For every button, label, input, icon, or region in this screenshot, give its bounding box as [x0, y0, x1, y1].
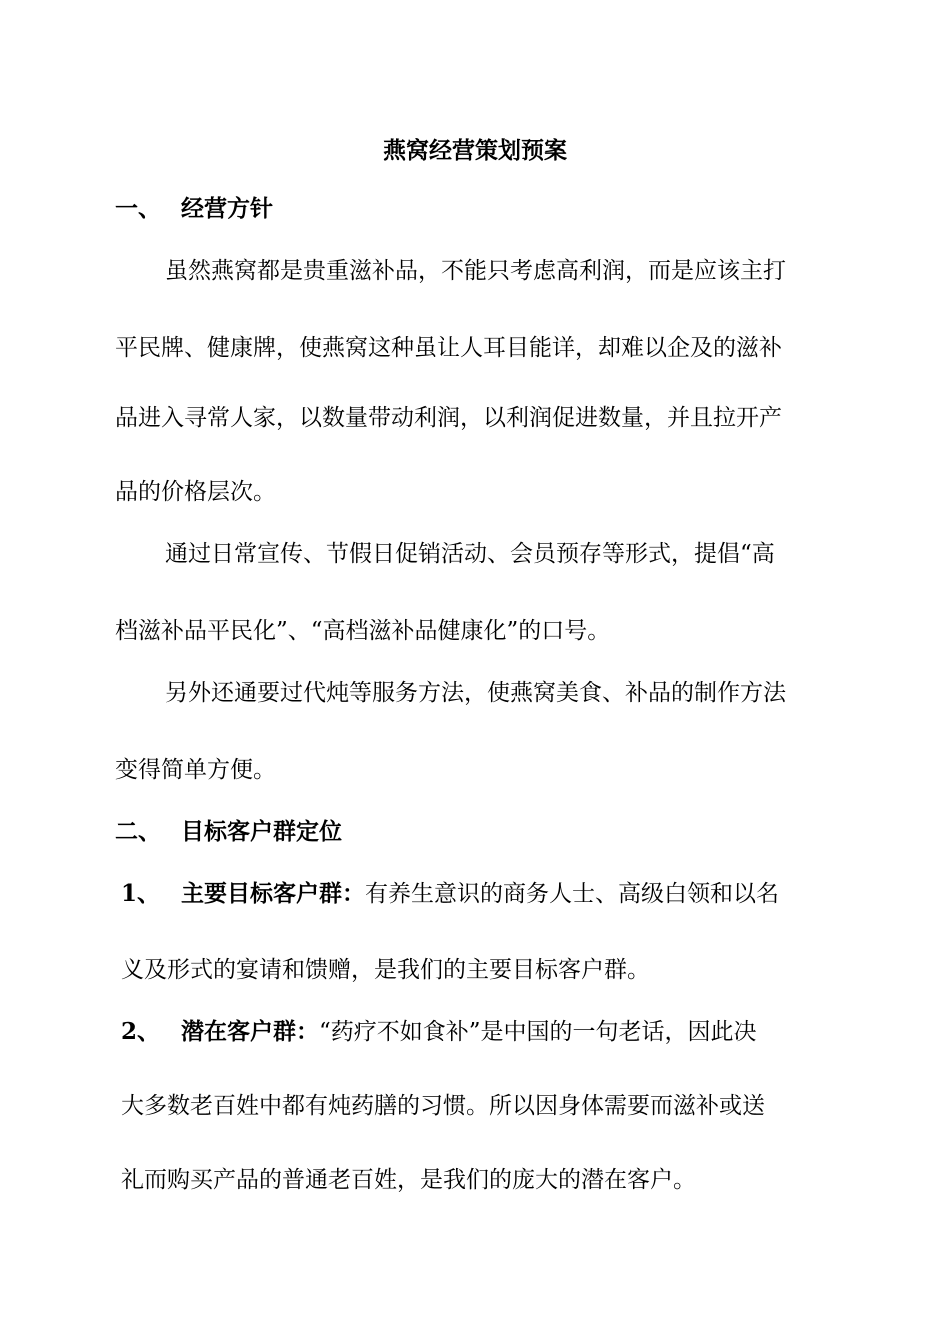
section-number: 一、 — [115, 195, 161, 222]
paragraph-line: 通过日常宣传、节假日促销活动、会员预存等形式，提倡“高 — [165, 541, 775, 567]
document-title: 燕窝经营策划预案 — [383, 137, 567, 164]
list-item-number: 1、 — [121, 880, 161, 907]
section-number: 二、 — [115, 818, 161, 845]
list-item-number: 2、 — [121, 1018, 161, 1045]
list-item-text: 有养生意识的商务人士、高级白领和以名 — [365, 881, 779, 907]
paragraph-line: 平民牌、健康牌，使燕窝这种虽让人耳目能详，却难以企及的滋补 — [115, 335, 782, 361]
paragraph-line: 大多数老百姓中都有炖药膳的习惯。所以因身体需要而滋补或送 — [121, 1093, 765, 1119]
paragraph-line: 礼而购买产品的普通老百姓，是我们的庞大的潜在客户。 — [121, 1167, 696, 1193]
list-item-text: “药疗不如食补”是中国的一句老话，因此决 — [319, 1019, 757, 1045]
paragraph-line: 另外还通要过代炖等服务方法，使燕窝美食、补品的制作方法 — [165, 680, 786, 706]
section-title: 经营方针 — [181, 195, 273, 222]
paragraph-line: 品的价格层次。 — [115, 479, 276, 505]
section-heading-2 — [115, 815, 342, 849]
list-item-1 — [121, 877, 779, 911]
paragraph-line: 虽然燕窝都是贵重滋补品，不能只考虑高利润，而是应该主打 — [165, 258, 786, 284]
section-title: 目标客户群定位 — [181, 818, 342, 845]
list-item-term: 主要目标客户群： — [181, 880, 365, 907]
list-item-term: 潜在客户群： — [181, 1018, 319, 1045]
section-heading-1 — [115, 192, 273, 226]
paragraph-line: 义及形式的宴请和馈赠，是我们的主要目标客户群。 — [121, 957, 650, 983]
paragraph-line: 品进入寻常人家，以数量带动利润，以利润促进数量，并且拉开产 — [115, 405, 782, 431]
paragraph-line: 变得简单方便。 — [115, 757, 276, 783]
paragraph-line: 档滋补品平民化”、“高档滋补品健康化”的口号。 — [115, 618, 611, 644]
list-item-2 — [121, 1015, 757, 1049]
